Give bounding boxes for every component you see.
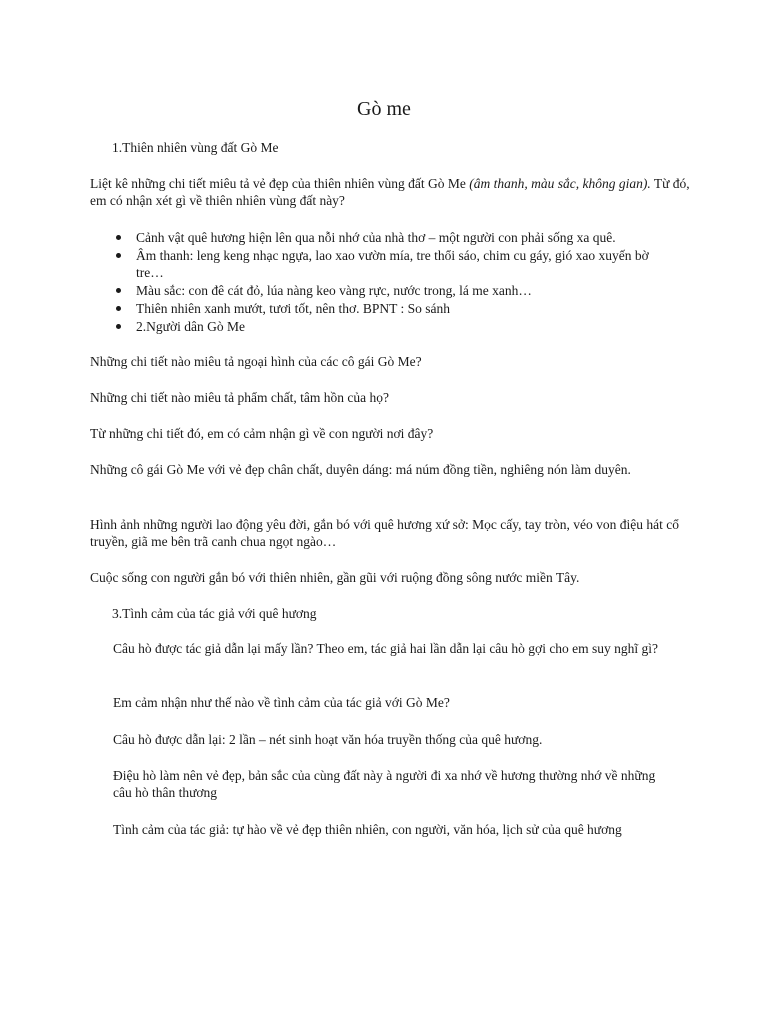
paragraph-song-question: Câu hò được tác giả dẫn lại mấy lần? Theo em, tác giả hai lần dẫn lại câu hò gợi cho em suy nghĩ gì?: [113, 641, 659, 656]
bullet-item: Cảnh vật quê hương hiện lên qua nỗi nhớ của nhà thơ – một người con phải sống xa quê.: [114, 229, 674, 246]
question-1-lead: Liệt kê những chi tiết miêu tả vẻ đẹp của thiên nhiên vùng đất Gò Me: [90, 176, 470, 191]
paragraph-workers: Hình ảnh những người lao động yêu đời, gắn bó với quê hương xứ sở: Mọc cấy, tay tròn, véo von điệu hát cổ truyền, giã me bên trã canh chua ngọt ngào…: [90, 517, 679, 549]
section-1-heading: 1.Thiên nhiên vùng đất Gò Me: [112, 140, 279, 155]
bullet-item: Thiên nhiên xanh mướt, tươi tốt, nên thơ. BPNT : So sánh: [114, 300, 674, 317]
paragraph-appearance-question: Những chi tiết nào miêu tả ngoại hình của các cô gái Gò Me?: [90, 354, 422, 369]
paragraph-character-question: Những chi tiết nào miêu tả phẩm chất, tâm hồn của họ?: [90, 390, 389, 405]
section-3-heading: 3.Tình cảm của tác giả với quê hương: [112, 606, 317, 621]
paragraph-life-nature: Cuộc sống con người gắn bó với thiên nhiên, gần gũi với ruộng đồng sông nước miền Tây.: [90, 570, 580, 585]
bullet-item: 2.Người dân Gò Me: [114, 318, 674, 335]
paragraph-girls-beauty: Những cô gái Gò Me với vẻ đẹp chân chất, duyên dáng: má núm đồng tiền, nghiêng nón làm duyên.: [90, 462, 631, 477]
paragraph-song-identity: Điệu hò làm nên vẻ đẹp, bản sắc của cùng đất này à người đi xa nhớ về hương thường nhớ về những câu hò thân thương: [113, 768, 656, 800]
question-1-tail: Từ đó, em có nhận xét gì về thiên nhiên vùng đất này?: [90, 176, 690, 208]
paragraph-author-feeling: Tình cảm của tác giả: tự hào về vẻ đẹp thiên nhiên, con người, văn hóa, lịch sử của quê hương: [113, 822, 622, 837]
paragraph-impression-question: Từ những chi tiết đó, em có cảm nhận gì về con người nơi đây?: [90, 426, 434, 441]
paragraph-feeling-question: Em cảm nhận như thế nào về tình cảm của tác giả với Gò Me?: [113, 695, 450, 710]
question-1-paragraph: [90, 175, 690, 209]
document-title: Gò me: [357, 98, 411, 120]
paragraph-song-repeated: Câu hò được dẫn lại: 2 lần – nét sinh hoạt văn hóa truyền thống của quê hương.: [113, 732, 543, 747]
question-1-italic: (âm thanh, màu sắc, không gian).: [469, 176, 651, 191]
bullet-list: [114, 229, 674, 336]
bullet-item: Âm thanh: leng keng nhạc ngựa, lao xao vườn mía, tre thổi sáo, chim cu gáy, gió xao xuyến bờ tre…: [114, 247, 674, 281]
bullet-item: Màu sắc: con đê cát đỏ, lúa nàng keo vàng rực, nước trong, lá me xanh…: [114, 282, 674, 299]
